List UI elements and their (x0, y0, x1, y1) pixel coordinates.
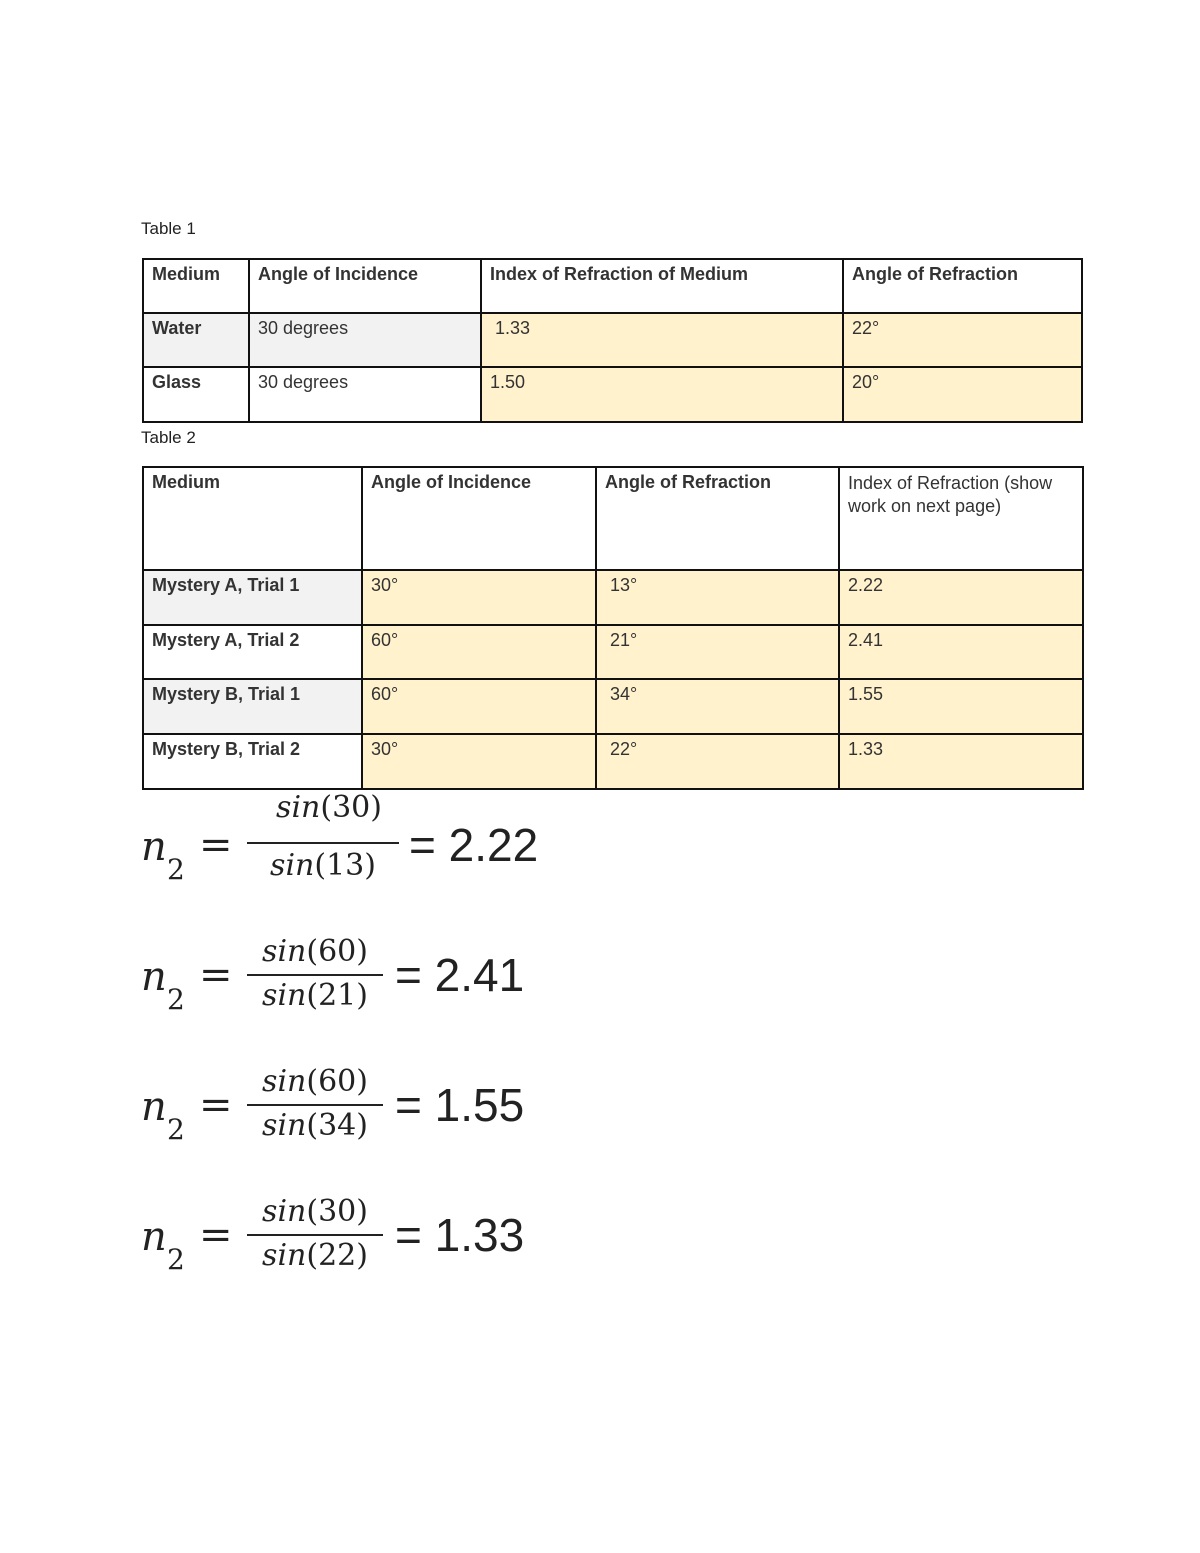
table-row (143, 679, 1083, 734)
table2-row-a2-refraction[interactable]: 21° (596, 625, 839, 679)
equation-1 (141, 790, 561, 890)
equation-lhs-subscript: 2 (167, 853, 185, 886)
equation-numerator: sin(30) (262, 1194, 368, 1229)
fraction-bar (247, 1104, 383, 1106)
equation-denominator: sin(21) (262, 978, 368, 1013)
equation-4 (141, 1194, 541, 1294)
table1-header-row (143, 259, 1082, 313)
table1-header-angle-refraction: Angle of Refraction (843, 259, 1082, 313)
table2-row-a1-incidence[interactable]: 30° (362, 570, 596, 625)
table2-row-b1-incidence[interactable]: 60° (362, 679, 596, 734)
table2-header-index: Index of Refraction (show work on next page) (839, 467, 1083, 570)
table2-row-b1-index[interactable]: 1.55 (839, 679, 1083, 734)
table2-row-b1-medium: Mystery B, Trial 1 (143, 679, 362, 734)
equation-3 (141, 1064, 541, 1164)
equation-numerator: sin(30) (276, 790, 382, 825)
table2-row-b2-medium: Mystery B, Trial 2 (143, 734, 362, 789)
table1-header-angle-incidence: Angle of Incidence (249, 259, 481, 313)
table2-row-a2-incidence[interactable]: 60° (362, 625, 596, 679)
equation-2 (141, 934, 541, 1034)
equation-lhs-n: n (141, 824, 167, 870)
equation-equals-sign: = (199, 1212, 233, 1258)
table1-header-index: Index of Refraction of Medium (481, 259, 843, 313)
table2-header-angle-refraction: Angle of Refraction (596, 467, 839, 570)
equation-lhs-n: n (141, 1084, 167, 1130)
table2-row-b2-refraction[interactable]: 22° (596, 734, 839, 789)
fraction-bar (247, 1234, 383, 1236)
table2-row-a2-medium: Mystery A, Trial 2 (143, 625, 362, 679)
table-row (143, 625, 1083, 679)
equation-denominator: sin(34) (262, 1108, 368, 1143)
table1-caption: Table 1 (141, 219, 196, 238)
table2-row-a1-medium: Mystery A, Trial 1 (143, 570, 362, 625)
table2-row-b2-index[interactable]: 1.33 (839, 734, 1083, 789)
equation-denominator: sin(13) (270, 848, 376, 883)
table2-header-row (143, 467, 1083, 570)
equation-result: = 1.33 (395, 1209, 525, 1261)
table1-row-glass-incidence: 30 degrees (249, 367, 481, 422)
table2-header-angle-incidence: Angle of Incidence (362, 467, 596, 570)
table2-row-b2-incidence[interactable]: 30° (362, 734, 596, 789)
table2-caption: Table 2 (141, 428, 196, 447)
equation-result: = 1.55 (395, 1079, 525, 1131)
table1 (142, 258, 1083, 423)
table1-row-water-index[interactable]: 1.33 (481, 313, 843, 367)
fraction-bar (247, 842, 399, 844)
table1-header-medium: Medium (143, 259, 249, 313)
table-row (143, 313, 1082, 367)
table1-row-water-refraction[interactable]: 22° (843, 313, 1082, 367)
equation-equals-sign: = (199, 822, 233, 868)
equation-lhs-subscript: 2 (167, 983, 185, 1016)
equation-lhs-subscript: 2 (167, 1243, 185, 1276)
table1-row-water-incidence: 30 degrees (249, 313, 481, 367)
equation-equals-sign: = (199, 1082, 233, 1128)
table2 (142, 466, 1084, 790)
equation-lhs-n: n (141, 954, 167, 1000)
table1-row-glass-medium: Glass (143, 367, 249, 422)
table1-row-water-medium: Water (143, 313, 249, 367)
equation-lhs-n: n (141, 1214, 167, 1260)
equation-numerator: sin(60) (262, 1064, 368, 1099)
equation-denominator: sin(22) (262, 1238, 368, 1273)
table-row (143, 734, 1083, 789)
table1-row-glass-refraction[interactable]: 20° (843, 367, 1082, 422)
table2-row-a2-index[interactable]: 2.41 (839, 625, 1083, 679)
equation-equals-sign: = (199, 952, 233, 998)
fraction-bar (247, 974, 383, 976)
table2-header-medium: Medium (143, 467, 362, 570)
equation-result: = 2.41 (395, 949, 525, 1001)
table2-row-b1-refraction[interactable]: 34° (596, 679, 839, 734)
equation-lhs-subscript: 2 (167, 1113, 185, 1146)
table2-row-a1-refraction[interactable]: 13° (596, 570, 839, 625)
table1-row-glass-index[interactable]: 1.50 (481, 367, 843, 422)
equation-result: = 2.22 (409, 819, 539, 871)
equation-numerator: sin(60) (262, 934, 368, 969)
table2-row-a1-index[interactable]: 2.22 (839, 570, 1083, 625)
table-row (143, 367, 1082, 422)
table-row (143, 570, 1083, 625)
